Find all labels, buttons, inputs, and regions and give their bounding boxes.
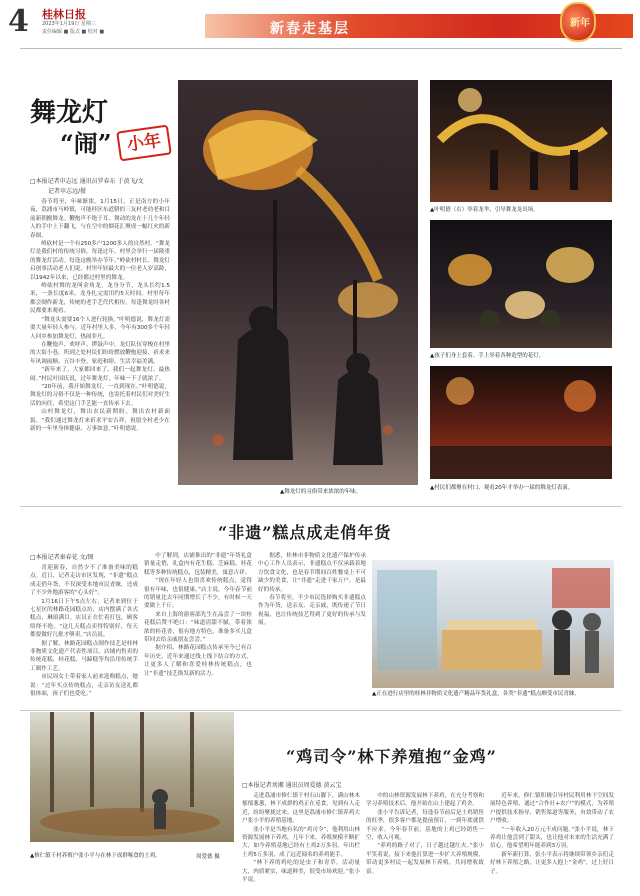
page-number: 4	[8, 4, 29, 39]
story2-para: “现在年轻人也很喜欢传统糕点，觉得很有年味，也很健康。”店主说，今年春节前的销量比去年同期增长了不少，有时候一天要做上千斤。	[144, 578, 252, 610]
forest-chickens-photo	[30, 712, 234, 842]
story3-para: 张小平是当地有名的“鸡司令”，他利用山林资源发展林下养鸡，几年下来，养殖规模不断扩大，如今养殖基地已经有土鸡2万多羽，年出栏土鸡5万多羽，成了远近闻名的养鸡能手。	[242, 826, 360, 858]
story1-para: 山村舞龙灯，舞出农民新期盼。舞出农村新面貌。“我们通过舞龙灯来祈求平安吉祥，祝愿全村老少在新的一年里身体健康、万事如意。”叶明德说。	[30, 409, 170, 432]
story1-title-line1: 舞龙灯	[30, 98, 109, 128]
story1-caption-mid-right: ▲孩子们身上套着、手上举着各种造型的花灯。	[430, 353, 545, 359]
story3-para: “一年收入20万元不成问题。”张小平说，林下养鸡让他尝到了甜头，也让他对未来的生活充满了信心，他希望明年能养到3万羽。	[490, 826, 614, 850]
issue-line: 2023年1月19日 星期三	[42, 21, 96, 27]
dragon-lantern-illustration	[178, 80, 418, 485]
children-lanterns-photo	[430, 220, 612, 348]
section-title: 新春走基层	[270, 21, 350, 37]
story1-para: “舞龙头需要16个人进行轮换。”叶明德说，舞龙灯需要大量年轻人参与，近年村里人多，今年有300多个年轻人回乡参加舞龙灯，热闹非凡。	[30, 316, 170, 340]
story2-para: 1月16日下午5点左右，记者来到位于七星区的林路花园糕点坊，店内摆满了各式糕点，琳琅满目。店员正在忙着打包，顾客络绎不绝。“这几天糕点卖得特别好，每天都要做好几批才够卖。”店员说。	[30, 598, 138, 639]
story1-stamp: 小年	[116, 125, 172, 162]
story1-photo-byline: 记者申志远/摄	[48, 188, 87, 195]
story1-caption-bottom-right: ▲村民们都聚在村口，观看20年才举办一届的舞龙灯表演。	[430, 485, 574, 491]
dragon-parade-photo	[430, 80, 612, 202]
story2-byline: □本报记者秦春花 文/图	[30, 554, 94, 561]
story2-para: 据了解，林路花园糕点制作技艺是桂林非物质文化遗产代表性项目，店铺内售卖的传统花糕、桂花糕、马蹄糕等均沿用传统手工制作工艺。	[30, 640, 138, 672]
story3-para: “养鸡的路子对了，日子越过越红火。”张小平笑着说，接下来他打算进一步扩大养殖规模，带动更多村民一起发展林下养殖，共同增收致富。	[366, 843, 484, 875]
paper-name: 桂林日报	[42, 8, 86, 21]
lantern-text: 新年	[570, 18, 590, 29]
story3-col2	[366, 792, 484, 888]
story2-para: 据悉，桂林市非物质文化遗产保护传承中心工作人员表示，非遗糕点不仅承载着地方饮食文化，也是春节期间百姓餐桌上不可缺少的美食，让“非遗”走进千家万户，是最好的传承。	[258, 553, 366, 593]
story2-col1	[30, 564, 138, 698]
villagers-watching-photo	[430, 366, 612, 479]
story3-para: 新年新打算，张小平表示将继续带领乡亲们走好林下养殖之路，让更多人抱上“金鸡”，过上好日子。	[490, 851, 614, 875]
pastry-shop-illustration	[372, 560, 614, 688]
story3-para: 走进荔浦市修仁镇千村石山脚下，满山林木郁郁葱葱，林下成群的鸡正在觅食，见到有人走近，纷纷聚拢过来。这里是荔浦市修仁镇养鸡大户张小平的养殖基地。	[242, 793, 360, 825]
pastry-shop-photo	[372, 560, 614, 688]
story3-para: 中的山林资源发展林下养鸡，在充分考察和学习养殖技术后，他开始在山上建起了鸡舍。	[366, 793, 484, 808]
story1-para: 春节将至，年味渐浓。1月15日，正是南方的小年夜，荔浦市马岭镇，可能桂区东道腊的三友村老幼老和目前新朝搬舞龙。鞭炮声不绝于耳，舞动的龙在十几个年轻人的手中上下翻飞，与在空中的烟花汇聚成一幅红火的新春图。	[30, 199, 170, 239]
story2-para: 来自上海的游客邵先生在品尝了一块桂花糕后赞不绝口：“味道清甜不腻，带着浓浓的桂花香，很有地方特色，准备多买几盒带回去给亲戚朋友尝尝。”	[144, 611, 252, 644]
story1-para: 岭砍村舞的龙叫金角龙，龙身分节，龙头长约1.5米，一条长度6米，龙身扎完需用约5天时间。村里每年都会制作新龙，传统的老手艺代代相传，每逢舞龙时各村民都要来观看。	[30, 283, 170, 315]
story1-para: “20年前，我开始舞龙灯，一直到现在。”叶明德说，舞龙灯的习俗不仅是一种传统，也寄托着村民们对美好生活的向往，希望这门手艺能一直传承下去。	[30, 383, 170, 407]
story1-byline: □本报记者申志远 通讯员罗春东 于黄飞/文	[30, 178, 144, 185]
masthead-rule	[20, 48, 622, 49]
story3-byline: □本报记者刘湘 通讯员周爱德 黄云宝	[242, 782, 342, 789]
story1-title-line2: “闹”	[60, 129, 112, 158]
story1-caption-top-right: ▲叶明德（右）举着龙伞，引导舞龙龙出场。	[430, 207, 539, 213]
story3-col3	[490, 792, 614, 888]
villagers-watching-illustration	[430, 366, 612, 479]
story3-para: 近年来，修仁镇积极引导村民利用林下空间发展特色养殖，通过“合作社+农户”的模式，为养殖户提供技术指导、销售渠道等服务，有效带动了农户增收。	[490, 793, 614, 825]
masthead	[0, 0, 640, 48]
story1-body	[30, 198, 170, 488]
story1-para: 岭砍村是一个有250多户1200多人的自然村。“舞龙灯是我们村的传统习俗，每逢过年，村里会举行一届隆重的舞龙灯活动。每逢这晚举办节年。”岭砍村村长、舞龙灯启创事活动老人们说，村里年轻最大的一位老人岁高龄，以1942年以来，已经都过村里的舞龙。	[30, 241, 170, 281]
story2-para: 中了解到，店铺推出的“非遗”年货礼盒销量走俏，礼盒内有花生糕、芝麻糕、桂花糕等多种传统糕点，包装精美，寓意吉祥。	[144, 553, 252, 576]
story2-para: 春节将至，不少市民选择购买非遗糕点作为年货，送亲友、走亲戚，既传递了节日祝福，也让传统技艺得到了更好的传承与发展。	[258, 595, 366, 627]
dragon-parade-illustration	[430, 80, 612, 202]
children-lanterns-illustration	[430, 220, 612, 348]
story2-col2	[144, 552, 252, 692]
story2-col3	[258, 552, 366, 692]
editors-line: 责任编辑 ■ 版式 ■ 校对 ■	[42, 29, 105, 35]
story3-caption: ▲修仁镇千村养殖户张小平与在林下成群啄食的土鸡。	[30, 853, 161, 859]
story2-para: 据介绍，林路花园糕点传承至今已有百年历史，近年来通过线上线下结合的方式，让更多人了解和喜爱桂林传统糕点，也让“非遗”技艺焕发新的活力。	[144, 645, 252, 677]
story3-para: 张小平告诉记者，每逢春节前后是土鸡销售的旺季，很多客户都是提前预订，一到年底就供不应求。今年春节前，基地的土鸡已经销售一空，收入可观。	[366, 809, 484, 842]
story2-para: 市民周女士带着家人前来选购糕点，她说：“过年买点传统糕点，走亲访友送礼都很体面，孩子们也爱吃。”	[30, 674, 138, 698]
story1-main-caption: ▲舞龙灯的习俗带来浓浓的年味。	[280, 489, 362, 495]
story-divider-1	[20, 506, 622, 507]
story2-caption: ▲正在进行店里的桂林非物质文化遗产精品年货礼盒，各类“非遗”糕点颇受市民青睐。	[372, 691, 580, 697]
story3-title: “鸡司令”林下养殖抱“金鸡”	[286, 747, 497, 766]
story1-para: “新年来了，大家都回来了，我们一起舞龙灯，最热闹。”村民叶国庆说，过年舞龙灯，年味一下子就浓了。	[30, 367, 170, 382]
story-divider-2	[20, 710, 622, 711]
story3-photo-credit: 周爱德 摄	[196, 854, 220, 860]
story1-para: 在鞭炮声、欢呼声、锣鼓声中，龙灯队伍穿梭在村里的大街小巷，所到之处村民们纷纷燃放鞭炮迎接，祈求来年风调雨顺、五谷丰登、家庭和睦、生活幸福美满。	[30, 341, 170, 365]
forest-chickens-illustration	[30, 712, 234, 842]
story3-col1	[242, 792, 360, 888]
story2-para: 喜迎新春，自然少不了准备美味的糕点。近日，记者走访市区发现，“非遗”糕点成走俏年货，不仅深受本地市民青睐，还成了不少外地游客的“心头好”。	[30, 565, 138, 597]
story2-title: “非遗”糕点成走俏年货	[218, 523, 392, 542]
story3-para: “林下养的鸡吃的是虫子和青草，活动量大，肉质紧实，味道鲜美，很受市场欢迎。”张小平说。	[242, 860, 360, 884]
dragon-lantern-photo	[178, 80, 418, 485]
